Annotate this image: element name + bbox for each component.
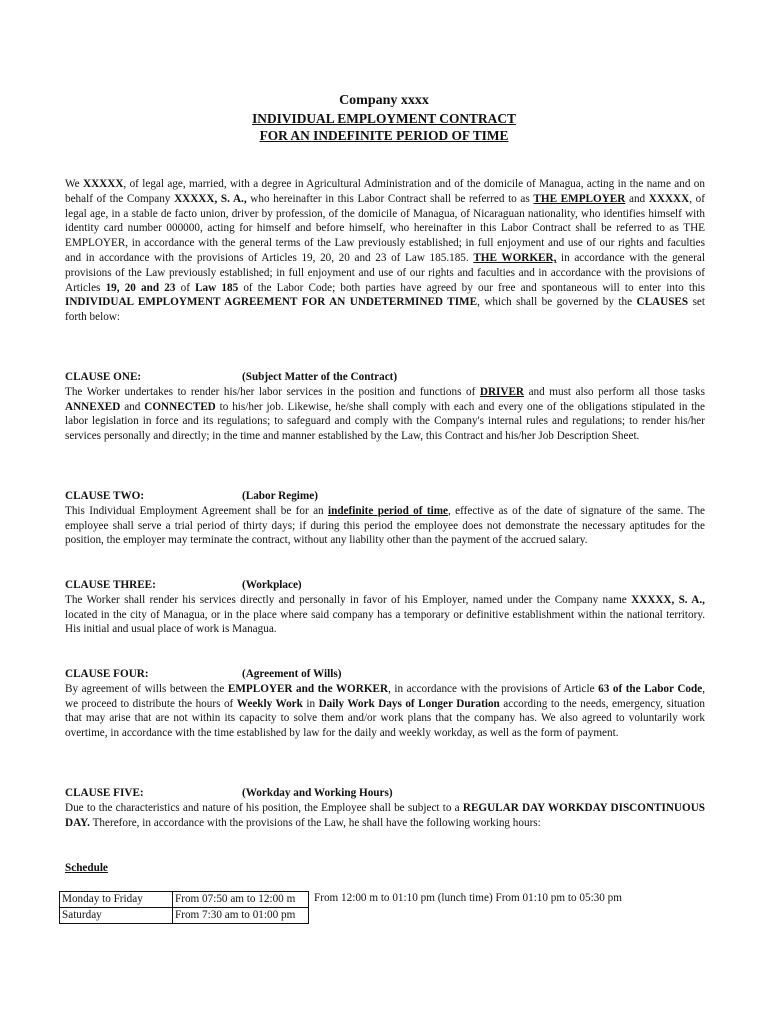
table-row: [60, 892, 309, 908]
clause-heading: [65, 370, 705, 385]
clause-heading: [65, 667, 705, 682]
clause-body: By agreement of wills between the EMPLOYER and the WORKER, in accordance with the provisions of Article 63 of the Labor Code, we proceed to distribute the hours of Weekly Work in Daily Work Days of Longer Duration according to the needs, emergency, situation that may arise that are not within its capacity to solve them and/or work plans that the company has. We also agreed to voluntarily work overtime, in accordance with the time established by law for the daily and weekly workday, as well as the form of payment.: [65, 682, 706, 740]
clause-body: The Worker shall render his services directly and personally in favor of his Employer, named under the Company name XXXXX, S. A., located in the city of Managua, or in the place where said company has a temporary or definitive establishment within the national territory. His initial and usual place of work is Managua.: [65, 593, 705, 636]
schedule-afternoon-hours: From 12:00 m to 01:10 pm (lunch time) From 01:10 pm to 05:30 pm: [314, 892, 622, 904]
clause-title: (Workday and Working Hours): [242, 787, 393, 799]
schedule-title: Schedule: [65, 862, 108, 874]
clause-one: [65, 370, 705, 444]
clause-title: (Workplace): [242, 579, 302, 591]
clause-number: CLAUSE TWO:: [65, 490, 145, 502]
company-name: Company xxxx: [339, 93, 429, 108]
clause-title: (Labor Regime): [242, 490, 318, 502]
clause-title: (Agreement of Wills): [242, 668, 342, 680]
clause-body: The Worker undertakes to render his/her labor services in the position and functions of DRIVER and must also perform all those tasks ANNEXED and CONNECTED to his/her job. Likewise, he/she shall comply with each and every one of the obligations stipulated in the labor legislation in force and its regulations; to safeguard and comply with the Company's internal rules and regulations; to render his/her services personally and directly; in the time and manner established by the Law, this Contract and his/her Job Description Sheet.: [65, 385, 705, 443]
clause-body: Due to the characteristics and nature of his position, the Employee shall be subject to a REGULAR DAY WORKDAY DISCONTINUOUS DAY. Therefore, in accordance with the provisions of the Law, he shall have the following working hours:: [65, 801, 706, 829]
clause-number: CLAUSE THREE:: [65, 579, 156, 591]
clause-heading: [65, 786, 705, 801]
clause-number: CLAUSE ONE:: [65, 371, 142, 383]
schedule-table: [59, 891, 309, 924]
clause-number: CLAUSE FOUR:: [65, 668, 149, 680]
clause-four: [65, 667, 705, 741]
clause-body: This Individual Employment Agreement shall be for an indefinite period of time, effective as of the date of signature of the same. The employee shall serve a trial period of thirty days; if during this period the employee does not demonstrate the necessary aptitudes for the position, the employer may terminate the contract, without any liability other than the payment of the accrued salary.: [65, 504, 706, 547]
contract-header: [0, 92, 768, 144]
schedule-day-cell: Saturday: [60, 908, 173, 924]
schedule-hours-cell: From 07:50 am to 12:00 m: [173, 892, 309, 908]
clause-number: CLAUSE FIVE:: [65, 787, 144, 799]
schedule-heading: [65, 861, 705, 876]
contract-title-line-1: INDIVIDUAL EMPLOYMENT CONTRACT: [252, 111, 516, 126]
clause-heading: [65, 489, 705, 504]
clause-three: [65, 578, 705, 637]
clause-heading: [65, 578, 705, 593]
schedule-hours-cell: From 7:30 am to 01:00 pm: [173, 908, 309, 924]
clause-five: [65, 786, 705, 830]
intro-paragraph: We XXXXX, of legal age, married, with a degree in Agricultural Administration and of the domicile of Managua, acting in the name and on behalf of the Company XXXXX, S. A., who hereinafter in this Labor Contract shall be referred to as THE EMPLOYER and XXXXX, of legal age, in a stable de facto union, driver by profession, of the domicile of Managua, of Nicaraguan nationality, who identifies himself with identity card number 000000, acting for himself and before himself, who hereinafter in this Labor Contract shall be referred to as THE EMPLOYER, in accordance with the general terms of the Law previously established; in full enjoyment and use of our rights and faculties and in accordance with the provisions of Articles 19, 20, 20 and 23 of Law 185.185. THE WORKER, in accordance with the general provisions of the Law previously established; in full enjoyment and use of our rights and faculties and in accordance with the provisions of Articles 19, 20 and 23 of Law 185 of the Labor Code; both parties have agreed by our free and spontaneous will to enter into this INDIVIDUAL EMPLOYMENT AGREEMENT FOR AN UNDETERMINED TIME, which shall be governed by the CLAUSES set forth below:: [65, 178, 706, 324]
clause-title: (Subject Matter of the Contract): [242, 371, 398, 383]
table-row: [60, 908, 309, 924]
clause-two: [65, 489, 705, 548]
schedule-day-cell: Monday to Friday: [60, 892, 173, 908]
contract-title-line-2: FOR AN INDEFINITE PERIOD OF TIME: [259, 128, 509, 143]
